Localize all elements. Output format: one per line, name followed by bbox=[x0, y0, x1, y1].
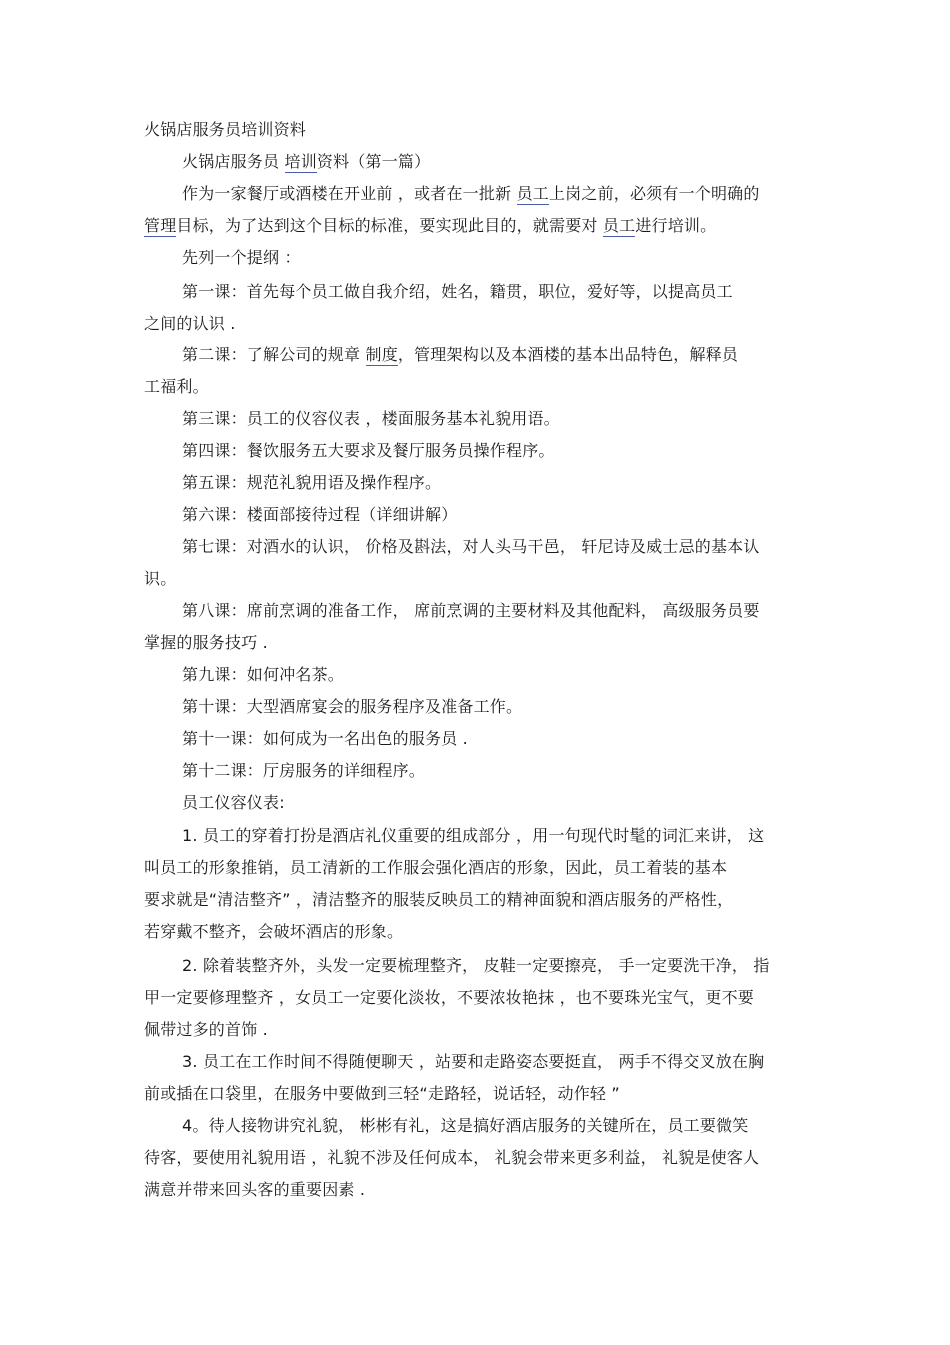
item-2-line-3: 佩带过多的首饰 . bbox=[144, 1020, 268, 1039]
intro-text-b: 上岗之前，必须有一个明确的 bbox=[548, 184, 760, 203]
item-2-line-1: 2. 除着装整齐外，头发一定要梳理整齐， 皮鞋一定要擦亮， 手一定要洗干净， 指 bbox=[182, 956, 770, 975]
item-1-line-1: 1. 员工的穿着打扮是酒店礼仪重要的组成部分 ，用一句现代时髦的词汇来讲， 这 bbox=[182, 826, 765, 845]
link-management[interactable]: 管理 bbox=[144, 216, 177, 235]
lesson-2-text-a: 第二课：了解公司的规章 bbox=[182, 345, 366, 364]
lesson-1-line-1: 第一课：首先每个员工做自我介绍，姓名，籍贯，职位，爱好等，以提高员工 bbox=[182, 282, 733, 301]
lesson-8-line-1: 第八课：席前烹调的准备工作， 席前烹调的主要材料及其他配料， 高级服务员要 bbox=[182, 601, 760, 620]
lesson-2-line-1 bbox=[182, 345, 738, 365]
lesson-3: 第三课：员工的仪容仪表 ，楼面服务基本礼貌用语。 bbox=[182, 409, 560, 428]
lesson-9: 第九课：如何冲名茶。 bbox=[182, 665, 345, 684]
lesson-5: 第五课：规范礼貌用语及操作程序。 bbox=[182, 473, 442, 492]
intro-text-a: 作为一家餐厅或酒楼在开业前 ，或者在一批新 bbox=[182, 184, 517, 203]
intro-line-2 bbox=[144, 216, 716, 236]
outline-label: 先列一个提纲 ： bbox=[182, 248, 301, 267]
item-1-line-4: 若穿戴不整齐，会破坏酒店的形象。 bbox=[144, 922, 404, 941]
item-4-line-3: 满意并带来回头客的重要因素 . bbox=[144, 1180, 366, 1199]
lesson-2-line-2: 工福利。 bbox=[144, 377, 209, 396]
subtitle-text-b: 资料（第一篇） bbox=[316, 152, 431, 171]
lesson-11: 第十一课：如何成为一名出色的服务员 . bbox=[182, 729, 468, 748]
lesson-12: 第十二课：厅房服务的详细程序。 bbox=[182, 761, 426, 780]
link-system[interactable]: 制度 bbox=[365, 345, 398, 364]
intro-text-c: 目标，为了达到这个目标的标准，要实现此目的，就需要对 bbox=[176, 216, 603, 235]
item-4-line-2: 待客，要使用礼貌用语 ，礼貌不涉及任何成本， 礼貌会带来更多利益， 礼貌是使客人 bbox=[144, 1148, 760, 1167]
lesson-4: 第四课：餐饮服务五大要求及餐厅服务员操作程序。 bbox=[182, 441, 555, 460]
lesson-8-line-2: 掌握的服务技巧 . bbox=[144, 633, 268, 652]
lesson-6: 第六课：楼面部接待过程（详细讲解） bbox=[182, 505, 458, 524]
document-subtitle bbox=[182, 152, 430, 172]
document-title: 火锅店服务员培训资料 bbox=[144, 120, 307, 139]
item-3-line-1: 3. 员工在工作时间不得随便聊天 ，站要和走路姿态要挺直， 两手不得交叉放在胸 bbox=[182, 1052, 765, 1071]
item-4-line-1: 4。待人接物讲究礼貌， 彬彬有礼，这是搞好酒店服务的关键所在，员工要微笑 bbox=[182, 1116, 749, 1135]
item-1-line-2: 叫员工的形象推销，员工清新的工作服会强化酒店的形象，因此，员工着装的基本 bbox=[144, 858, 728, 877]
lesson-2-text-b: ，管理架构以及本酒楼的基本出品特色，解释员 bbox=[397, 345, 739, 364]
item-2-line-2: 甲一定要修理整齐 ，女员工一定要化淡妆，不要浓妆艳抹 ，也不要珠光宝气，更不要 bbox=[144, 988, 754, 1007]
link-employee-2[interactable]: 员工 bbox=[602, 216, 636, 235]
lesson-7-line-2: 识。 bbox=[144, 569, 177, 588]
lesson-7-line-1: 第七课：对酒水的认识， 价格及斟法，对人头马干邑， 轩尼诗及威士忌的基本认 bbox=[182, 537, 760, 556]
subtitle-text-a: 火锅店服务员 bbox=[182, 152, 285, 171]
lesson-1-line-2: 之间的认识 . bbox=[144, 314, 236, 333]
item-1-line-3: 要求就是“清洁整齐” ，清洁整齐的服装反映员工的精神面貌和酒店服务的严格性， bbox=[144, 890, 734, 909]
item-3-line-2: 前或插在口袋里，在服务中要做到三轻“走路轻，说话轻，动作轻 ” bbox=[144, 1084, 620, 1103]
link-employee-1[interactable]: 员工 bbox=[516, 184, 549, 203]
intro-line-1 bbox=[182, 184, 760, 204]
link-training[interactable]: 培训 bbox=[284, 152, 317, 171]
lesson-10: 第十课：大型酒席宴会的服务程序及准备工作。 bbox=[182, 697, 523, 716]
appearance-label: 员工仪容仪表: bbox=[182, 793, 285, 812]
intro-text-d: 进行培训。 bbox=[635, 216, 717, 235]
